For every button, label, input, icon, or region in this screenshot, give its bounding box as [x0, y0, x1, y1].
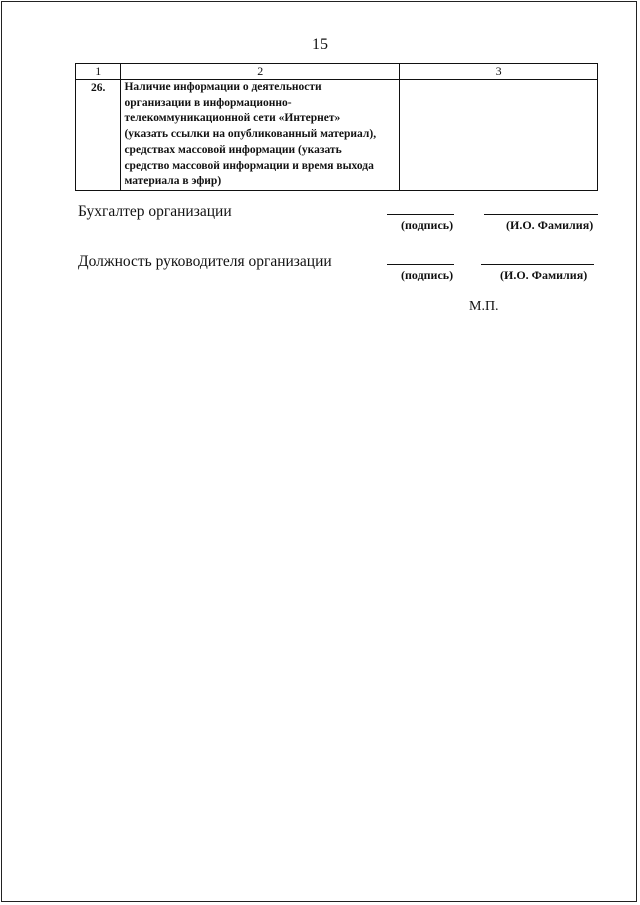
row-value-cell[interactable] — [400, 80, 598, 191]
head-name-caption: (И.О. Фамилия) — [500, 268, 588, 282]
description-line: (указать ссылки на опубликованный материал), — [124, 128, 377, 141]
description-line: организации в информационно- — [124, 96, 292, 109]
table-row — [76, 80, 598, 191]
accountant-signature-line[interactable] — [387, 214, 454, 215]
report-table — [75, 63, 598, 191]
head-signature-line[interactable] — [387, 264, 454, 265]
page-number: 15 — [312, 36, 328, 53]
row-number: 26. — [76, 80, 121, 191]
head-position-label: Должность руководителя организации — [78, 253, 332, 270]
head-signature-caption: (подпись) — [401, 268, 454, 282]
description-line: Наличие информации о деятельности — [124, 81, 322, 93]
description-line: средство массовой информации и время выхода — [124, 159, 374, 172]
accountant-name-line[interactable] — [484, 214, 598, 215]
stamp-place: М.П. — [469, 299, 499, 314]
accountant-name-caption: (И.О. Фамилия) — [506, 218, 594, 232]
accountant-signature-caption: (подпись) — [401, 218, 454, 232]
description-line: телекоммуникационной сети «Интернет» — [124, 112, 341, 125]
column-header-3: 3 — [400, 64, 598, 80]
column-header-1: 1 — [76, 64, 121, 80]
table-header-row — [76, 64, 598, 80]
head-name-line[interactable] — [481, 264, 594, 265]
description-line: средствах массовой информации (указать — [124, 143, 342, 156]
column-header-2: 2 — [121, 64, 400, 80]
accountant-label: Бухгалтер организации — [78, 203, 232, 220]
row-description — [121, 80, 400, 191]
description-line: материала в эфир) — [124, 175, 222, 188]
